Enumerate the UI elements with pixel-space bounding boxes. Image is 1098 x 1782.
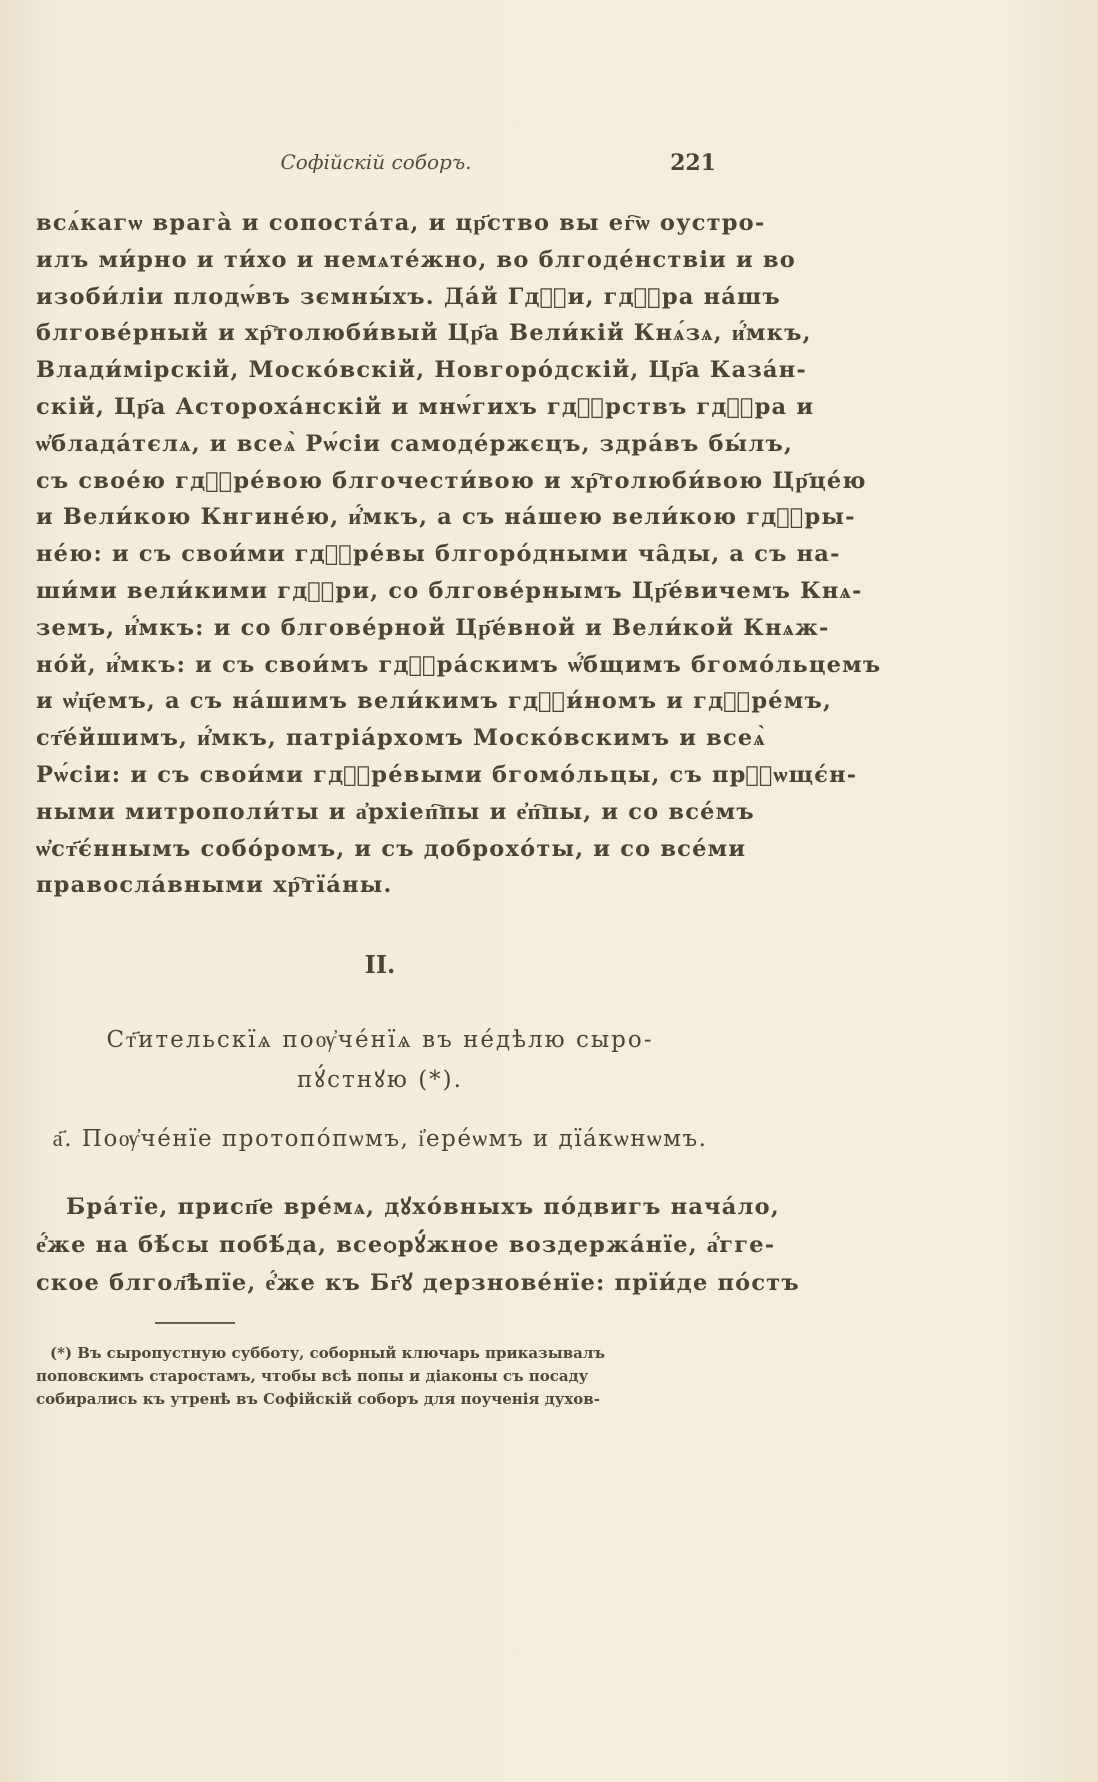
text-line: ши́ми вели́кими гдⷭ҇ри, со блгове́рнымъ Цр҃е́вичемъ Кнѧ- [36, 577, 863, 604]
body-paragraph-2 [36, 1188, 800, 1302]
text-line: блгове́рный и хр҇толюби́вый Цр҃а Вели́кій Кнѧ́зѧ, и҆́мкъ, [36, 320, 812, 347]
text-line: земъ, и҆́мкъ: и со блгове́рной Цр҃е́вной и Вели́кой Кнѧж- [36, 614, 830, 641]
section-number: II. [364, 950, 396, 979]
text-line: е҆́же на бѣ́сы побѣ́да, всеѻрꙋ́жное воздержа́нїе, а҆́гге- [36, 1232, 776, 1258]
text-line: илъ ми́рно и ти́хо и немѧте́жно, во блгоде́нствіи и во [36, 246, 796, 273]
text-line: ское блгол҃ѣпїе, е҆́же къ Бг҃ꙋ дерзнове́нїе: прїи́де по́стъ [36, 1270, 800, 1296]
text-line: всѧ́кагѡ врага̀ и сопоста́та, и цр҃ство вы ег҇ѡ оустро- [36, 210, 766, 236]
section-subheading: а҃. Поѹ҆че́нїе протопо́пѡмъ, і҆ере́ѡмъ и дїа́кѡнѡмъ. [52, 1126, 708, 1152]
text-line: но́й, и҆́мкъ: и съ свои́мъ гдⷭ҇ра́скимъ ѡ҆́бщимъ бгомо́льцемъ [36, 651, 882, 678]
text-line: изоби́ліи плодѡ́въ зємны́хъ. Да́й Гдⷭ҇и, гдⷭ҇ра на́шъ [36, 283, 781, 310]
text-line: ѡ҆ст҃є́ннымъ собо́ромъ, и съ доброхо́ты, и со все́ми [36, 835, 747, 862]
text-line: и ѡ҆ц҃емъ, а съ на́шимъ вели́кимъ гдⷭ҇и́номъ и гдⷭ҇ре́мъ, [36, 688, 833, 715]
text-line: ными митрополи́ты и а҆рхіеп҇пы и е҆п҇пы, и со все́мъ [36, 798, 755, 825]
section-heading-line: Ст҃ительскїѧ поѹ҆че́нїѧ въ не́дѣлю сыро- [106, 1027, 654, 1053]
text-line: ѡ҆блада́тєлѧ, и всеѧ̀ Рѡ́сіи самоде́ржєцъ, здра́въ бы́лъ, [36, 430, 793, 457]
section-heading-line: пꙋ́стнꙋю (*). [297, 1067, 463, 1093]
text-line: съ свое́ю гдⷭ҇ре́вою блгочести́вою и хр҇толюби́вою Цр҃це́ю [36, 467, 867, 494]
body-paragraph [36, 205, 882, 904]
section-heading [60, 1020, 700, 1100]
text-line: скій, Цр҃а Астороха́нскій и мнѡ́гихъ гдⷭ҇рствъ гдⷭ҇ра и [36, 393, 815, 420]
footnote-line: (*) Въ сыропустную субботу, соборный ключарь приказывалъ [50, 1344, 605, 1362]
footnote-line: собирались къ утренѣ въ Софійскій соборъ для поученія духов- [36, 1390, 600, 1408]
footnote [36, 1342, 724, 1411]
page-number: 221 [670, 150, 716, 176]
text-line: не́ю: и съ свои́ми гдⷭ҇ре́вы блгоро́дными ча̑ды, а съ на- [36, 541, 841, 568]
text-line: правосла́вными хр҇тїа́ны. [36, 872, 393, 899]
text-line: и Вели́кою Кнгине́ю, и҆́мкъ, а съ на́шею вели́кою гдⷭ҇ры- [36, 504, 856, 531]
text-line: Влади́мірскій, Моско́вскій, Новгоро́дскій, Цр҃а Каза́н- [36, 357, 807, 384]
footnote-rule [155, 1322, 235, 1324]
running-head [36, 150, 716, 180]
text-line: Бра́тїе, присп҃е вре́мѧ, дꙋхо́вныхъ по́двигъ нача́ло, [66, 1194, 780, 1220]
text-line: ст҃е́йшимъ, и҆́мкъ, патріа́рхомъ Моско́вскимъ и всеѧ̀ [36, 725, 766, 752]
running-head-title: Софійскій соборъ. [280, 150, 472, 174]
footnote-line: поповскимъ старостамъ, чтобы всѣ попы и діаконы съ посаду [36, 1367, 589, 1385]
text-line: Рѡ́сіи: и съ свои́ми гдⷭ҇ре́выми бгомо́льцы, съ прⷭ҇ѡщє́н- [36, 761, 858, 788]
